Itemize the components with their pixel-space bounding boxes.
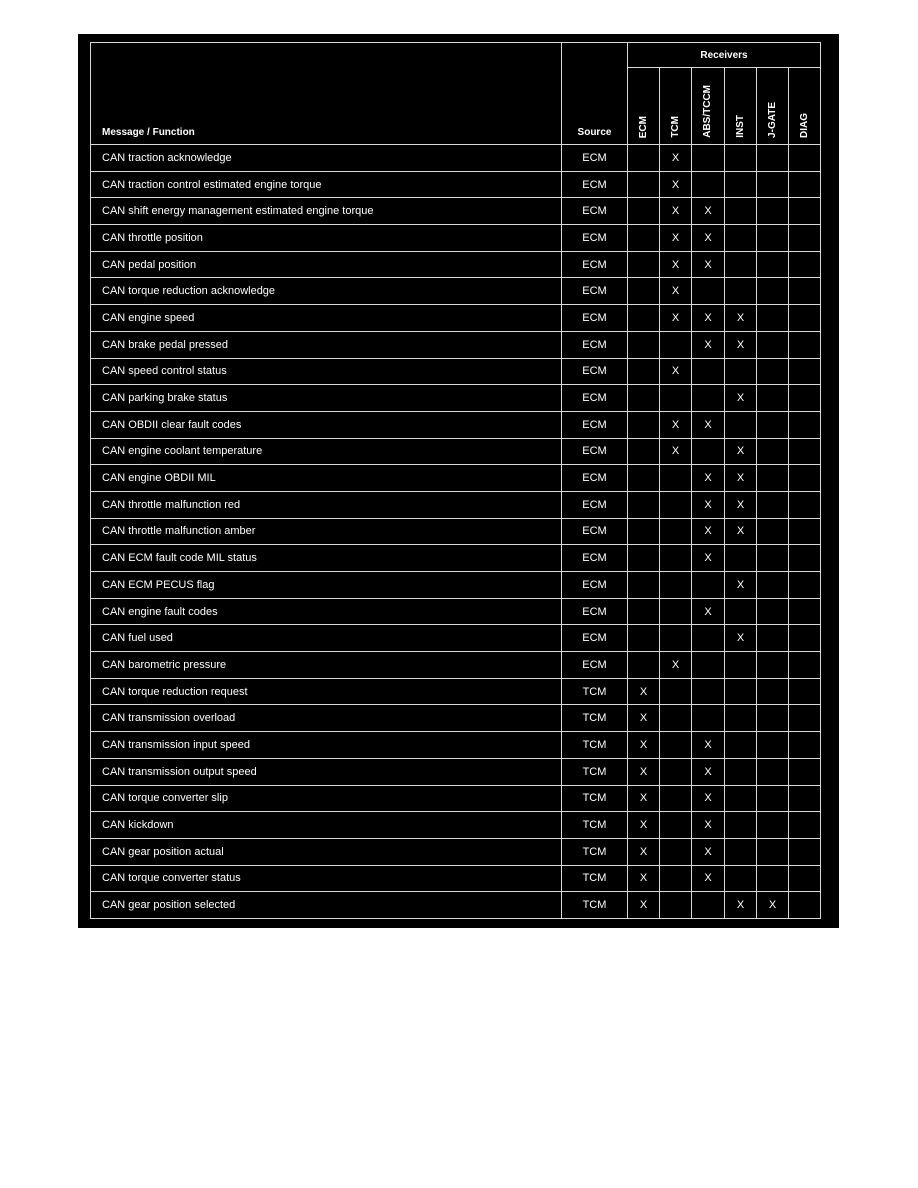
receiver-mark-inst: X (725, 465, 757, 492)
source-cell: TCM (562, 812, 628, 839)
receiver-mark-diag (789, 251, 821, 278)
source-cell: TCM (562, 732, 628, 759)
source-cell: ECM (562, 171, 628, 198)
message-cell: CAN engine speed (91, 305, 562, 332)
receiver-mark-inst (725, 865, 757, 892)
receiver-mark-ecm (628, 598, 660, 625)
receiver-mark-diag (789, 145, 821, 172)
receiver-mark-inst (725, 812, 757, 839)
receiver-mark-diag (789, 305, 821, 332)
receiver-mark-tcm: X (660, 251, 692, 278)
source-cell: TCM (562, 865, 628, 892)
message-cell: CAN engine fault codes (91, 598, 562, 625)
receiver-mark-abs-tccm (692, 358, 725, 385)
source-cell: ECM (562, 491, 628, 518)
receiver-mark-inst (725, 278, 757, 305)
receiver-mark-j-gate (757, 305, 789, 332)
source-cell: TCM (562, 705, 628, 732)
table-row (91, 358, 821, 385)
table-row (91, 892, 821, 919)
table-row (91, 865, 821, 892)
receiver-mark-diag (789, 732, 821, 759)
receiver-mark-j-gate (757, 225, 789, 252)
message-function-header: Message / Function (91, 43, 562, 145)
message-cell: CAN kickdown (91, 812, 562, 839)
source-cell: ECM (562, 465, 628, 492)
table-row (91, 732, 821, 759)
receiver-header-diag: DIAG (789, 68, 821, 145)
receiver-mark-abs-tccm (692, 705, 725, 732)
receiver-mark-inst (725, 758, 757, 785)
receiver-mark-j-gate (757, 838, 789, 865)
table-row (91, 545, 821, 572)
table-row (91, 225, 821, 252)
message-cell: CAN pedal position (91, 251, 562, 278)
receiver-mark-tcm (660, 572, 692, 599)
source-header: Source (562, 43, 628, 145)
receiver-mark-tcm (660, 518, 692, 545)
receiver-mark-j-gate (757, 732, 789, 759)
receiver-mark-ecm (628, 465, 660, 492)
receiver-mark-ecm (628, 331, 660, 358)
receiver-mark-ecm (628, 572, 660, 599)
receiver-mark-ecm: X (628, 892, 660, 919)
table-row (91, 145, 821, 172)
receiver-mark-diag (789, 652, 821, 679)
table-row (91, 652, 821, 679)
table-row (91, 438, 821, 465)
source-cell: TCM (562, 892, 628, 919)
source-cell: ECM (562, 545, 628, 572)
receiver-mark-inst: X (725, 385, 757, 412)
receiver-mark-ecm: X (628, 865, 660, 892)
table-row (91, 785, 821, 812)
receiver-mark-abs-tccm (692, 171, 725, 198)
receiver-mark-inst: X (725, 331, 757, 358)
table-row (91, 198, 821, 225)
receiver-mark-abs-tccm: X (692, 518, 725, 545)
receiver-mark-tcm (660, 732, 692, 759)
receiver-mark-j-gate (757, 385, 789, 412)
receiver-mark-diag (789, 545, 821, 572)
source-cell: ECM (562, 518, 628, 545)
receiver-mark-j-gate (757, 491, 789, 518)
table-row (91, 251, 821, 278)
receiver-mark-abs-tccm (692, 278, 725, 305)
message-cell: CAN traction control estimated engine torque (91, 171, 562, 198)
message-cell: CAN gear position actual (91, 838, 562, 865)
receiver-mark-j-gate (757, 705, 789, 732)
receiver-mark-tcm: X (660, 171, 692, 198)
receiver-mark-abs-tccm: X (692, 785, 725, 812)
receiver-mark-tcm (660, 385, 692, 412)
receiver-mark-tcm (660, 545, 692, 572)
receiver-mark-diag (789, 572, 821, 599)
receiver-mark-ecm: X (628, 785, 660, 812)
message-cell: CAN torque converter slip (91, 785, 562, 812)
receiver-mark-inst (725, 545, 757, 572)
source-cell: ECM (562, 331, 628, 358)
receiver-mark-inst: X (725, 625, 757, 652)
receiver-mark-ecm (628, 251, 660, 278)
receiver-mark-inst: X (725, 491, 757, 518)
receiver-mark-ecm (628, 305, 660, 332)
receiver-mark-abs-tccm: X (692, 865, 725, 892)
source-cell: ECM (562, 411, 628, 438)
receiver-mark-diag (789, 838, 821, 865)
receiver-mark-diag (789, 491, 821, 518)
receiver-mark-j-gate: X (757, 892, 789, 919)
receiver-mark-diag (789, 438, 821, 465)
receiver-mark-abs-tccm: X (692, 225, 725, 252)
receiver-mark-inst: X (725, 892, 757, 919)
receiver-header-abs-tccm: ABS/TCCM (692, 68, 725, 145)
receiver-mark-tcm (660, 598, 692, 625)
receiver-mark-j-gate (757, 598, 789, 625)
receiver-mark-abs-tccm: X (692, 598, 725, 625)
receiver-mark-tcm (660, 491, 692, 518)
receiver-mark-j-gate (757, 758, 789, 785)
message-table-panel (78, 34, 839, 928)
receiver-mark-inst (725, 411, 757, 438)
receiver-mark-abs-tccm: X (692, 198, 725, 225)
receiver-mark-j-gate (757, 358, 789, 385)
receiver-mark-ecm (628, 385, 660, 412)
receivers-header: Receivers (628, 43, 821, 68)
receiver-mark-abs-tccm: X (692, 465, 725, 492)
message-cell: CAN shift energy management estimated engine torque (91, 198, 562, 225)
receiver-mark-diag (789, 812, 821, 839)
receiver-mark-tcm: X (660, 305, 692, 332)
receiver-mark-j-gate (757, 545, 789, 572)
receiver-mark-tcm (660, 705, 692, 732)
receiver-mark-tcm: X (660, 411, 692, 438)
receiver-header-inst: INST (725, 68, 757, 145)
receiver-mark-ecm (628, 198, 660, 225)
receiver-mark-inst (725, 358, 757, 385)
receiver-mark-inst (725, 838, 757, 865)
receiver-mark-j-gate (757, 518, 789, 545)
receiver-mark-inst (725, 171, 757, 198)
receiver-mark-diag (789, 892, 821, 919)
receiver-mark-tcm: X (660, 225, 692, 252)
message-cell: CAN ECM PECUS flag (91, 572, 562, 599)
receiver-header-j-gate: J-GATE (757, 68, 789, 145)
message-cell: CAN engine coolant temperature (91, 438, 562, 465)
receiver-mark-abs-tccm: X (692, 331, 725, 358)
message-cell: CAN barometric pressure (91, 652, 562, 679)
source-cell: ECM (562, 385, 628, 412)
message-cell: CAN brake pedal pressed (91, 331, 562, 358)
receiver-mark-diag (789, 331, 821, 358)
receiver-mark-diag (789, 385, 821, 412)
receiver-mark-diag (789, 358, 821, 385)
message-cell: CAN throttle malfunction red (91, 491, 562, 518)
receiver-mark-inst (725, 678, 757, 705)
receiver-mark-abs-tccm (692, 145, 725, 172)
receiver-mark-tcm (660, 838, 692, 865)
source-cell: ECM (562, 198, 628, 225)
receiver-mark-ecm (628, 438, 660, 465)
message-cell: CAN speed control status (91, 358, 562, 385)
receiver-mark-ecm: X (628, 838, 660, 865)
receiver-mark-diag (789, 518, 821, 545)
receiver-mark-tcm (660, 678, 692, 705)
source-cell: ECM (562, 438, 628, 465)
receiver-mark-abs-tccm (692, 625, 725, 652)
receiver-mark-inst: X (725, 438, 757, 465)
receiver-mark-inst (725, 251, 757, 278)
source-cell: TCM (562, 678, 628, 705)
receiver-mark-abs-tccm: X (692, 812, 725, 839)
receiver-mark-tcm (660, 892, 692, 919)
receiver-mark-tcm: X (660, 145, 692, 172)
receiver-mark-abs-tccm: X (692, 838, 725, 865)
table-row (91, 411, 821, 438)
message-cell: CAN traction acknowledge (91, 145, 562, 172)
message-cell: CAN fuel used (91, 625, 562, 652)
receiver-mark-diag (789, 758, 821, 785)
source-cell: TCM (562, 758, 628, 785)
receiver-mark-j-gate (757, 652, 789, 679)
table-row (91, 278, 821, 305)
receiver-mark-diag (789, 198, 821, 225)
table-row (91, 572, 821, 599)
receiver-mark-inst: X (725, 305, 757, 332)
receiver-mark-ecm: X (628, 812, 660, 839)
receiver-mark-j-gate (757, 331, 789, 358)
receiver-mark-abs-tccm: X (692, 545, 725, 572)
message-cell: CAN gear position selected (91, 892, 562, 919)
receiver-mark-j-gate (757, 625, 789, 652)
receiver-mark-inst (725, 785, 757, 812)
receiver-mark-j-gate (757, 145, 789, 172)
message-cell: CAN transmission output speed (91, 758, 562, 785)
receiver-mark-j-gate (757, 251, 789, 278)
receiver-mark-diag (789, 171, 821, 198)
message-cell: CAN OBDII clear fault codes (91, 411, 562, 438)
table-row (91, 838, 821, 865)
message-cell: CAN engine OBDII MIL (91, 465, 562, 492)
source-cell: ECM (562, 652, 628, 679)
receiver-mark-diag (789, 225, 821, 252)
source-cell: ECM (562, 251, 628, 278)
receiver-mark-ecm (628, 625, 660, 652)
receiver-mark-abs-tccm (692, 572, 725, 599)
receiver-mark-ecm (628, 145, 660, 172)
receiver-mark-j-gate (757, 411, 789, 438)
receiver-mark-j-gate (757, 785, 789, 812)
receiver-mark-ecm (628, 171, 660, 198)
receiver-mark-ecm (628, 358, 660, 385)
receiver-mark-abs-tccm (692, 385, 725, 412)
source-cell: ECM (562, 598, 628, 625)
table-row (91, 171, 821, 198)
table-row (91, 625, 821, 652)
table-row (91, 678, 821, 705)
receiver-mark-ecm (628, 278, 660, 305)
receiver-mark-abs-tccm: X (692, 491, 725, 518)
receiver-mark-diag (789, 678, 821, 705)
receiver-mark-diag (789, 598, 821, 625)
table-row (91, 331, 821, 358)
receiver-mark-inst (725, 225, 757, 252)
receiver-mark-ecm (628, 652, 660, 679)
receiver-mark-j-gate (757, 171, 789, 198)
message-cell: CAN transmission overload (91, 705, 562, 732)
receiver-mark-ecm: X (628, 678, 660, 705)
receiver-mark-inst (725, 145, 757, 172)
message-cell: CAN torque reduction acknowledge (91, 278, 562, 305)
receiver-mark-diag (789, 465, 821, 492)
message-cell: CAN throttle malfunction amber (91, 518, 562, 545)
receiver-mark-abs-tccm (692, 678, 725, 705)
receiver-mark-j-gate (757, 278, 789, 305)
receiver-mark-j-gate (757, 812, 789, 839)
receiver-mark-abs-tccm: X (692, 305, 725, 332)
message-cell: CAN ECM fault code MIL status (91, 545, 562, 572)
table-row (91, 305, 821, 332)
table-row (91, 758, 821, 785)
message-cell: CAN torque converter status (91, 865, 562, 892)
table-row (91, 518, 821, 545)
receiver-mark-inst (725, 598, 757, 625)
receiver-mark-ecm (628, 545, 660, 572)
receiver-mark-j-gate (757, 438, 789, 465)
receiver-mark-j-gate (757, 198, 789, 225)
source-cell: ECM (562, 145, 628, 172)
receiver-mark-tcm: X (660, 652, 692, 679)
receiver-mark-j-gate (757, 865, 789, 892)
receiver-mark-abs-tccm: X (692, 732, 725, 759)
receiver-mark-tcm: X (660, 198, 692, 225)
table-row (91, 598, 821, 625)
message-cell: CAN parking brake status (91, 385, 562, 412)
table-row (91, 465, 821, 492)
receiver-mark-inst (725, 652, 757, 679)
source-cell: ECM (562, 305, 628, 332)
receiver-header-tcm: TCM (660, 68, 692, 145)
source-cell: ECM (562, 625, 628, 652)
message-cell: CAN torque reduction request (91, 678, 562, 705)
receiver-mark-diag (789, 865, 821, 892)
source-cell: ECM (562, 358, 628, 385)
can-message-table (90, 42, 821, 919)
receiver-mark-tcm (660, 465, 692, 492)
receiver-mark-tcm (660, 785, 692, 812)
receiver-mark-ecm (628, 491, 660, 518)
source-cell: ECM (562, 278, 628, 305)
receiver-mark-diag (789, 625, 821, 652)
receiver-mark-ecm (628, 225, 660, 252)
receiver-mark-inst (725, 732, 757, 759)
source-cell: TCM (562, 785, 628, 812)
receiver-mark-j-gate (757, 572, 789, 599)
receiver-mark-ecm (628, 518, 660, 545)
receiver-mark-abs-tccm (692, 438, 725, 465)
receiver-mark-ecm: X (628, 705, 660, 732)
receiver-mark-tcm (660, 758, 692, 785)
receiver-mark-ecm: X (628, 732, 660, 759)
message-rows (91, 145, 821, 919)
receiver-mark-diag (789, 278, 821, 305)
receiver-mark-inst (725, 198, 757, 225)
receiver-mark-abs-tccm: X (692, 758, 725, 785)
receiver-mark-inst (725, 705, 757, 732)
receiver-mark-abs-tccm: X (692, 251, 725, 278)
table-row (91, 385, 821, 412)
source-cell: TCM (562, 838, 628, 865)
source-cell: ECM (562, 572, 628, 599)
receiver-mark-diag (789, 785, 821, 812)
receiver-mark-tcm: X (660, 438, 692, 465)
receiver-mark-abs-tccm: X (692, 411, 725, 438)
receiver-mark-tcm: X (660, 358, 692, 385)
source-cell: ECM (562, 225, 628, 252)
table-row (91, 705, 821, 732)
receiver-mark-abs-tccm (692, 892, 725, 919)
receiver-mark-tcm (660, 331, 692, 358)
message-cell: CAN transmission input speed (91, 732, 562, 759)
receiver-header-ecm: ECM (628, 68, 660, 145)
receiver-mark-inst: X (725, 518, 757, 545)
receiver-mark-ecm (628, 411, 660, 438)
receiver-mark-j-gate (757, 678, 789, 705)
receiver-mark-tcm (660, 865, 692, 892)
receiver-mark-diag (789, 411, 821, 438)
table-row (91, 491, 821, 518)
receiver-mark-ecm: X (628, 758, 660, 785)
receiver-mark-tcm (660, 812, 692, 839)
receiver-mark-diag (789, 705, 821, 732)
message-cell: CAN throttle position (91, 225, 562, 252)
receiver-mark-tcm: X (660, 278, 692, 305)
receiver-mark-abs-tccm (692, 652, 725, 679)
receiver-mark-tcm (660, 625, 692, 652)
receiver-mark-j-gate (757, 465, 789, 492)
receiver-mark-inst: X (725, 572, 757, 599)
table-row (91, 812, 821, 839)
